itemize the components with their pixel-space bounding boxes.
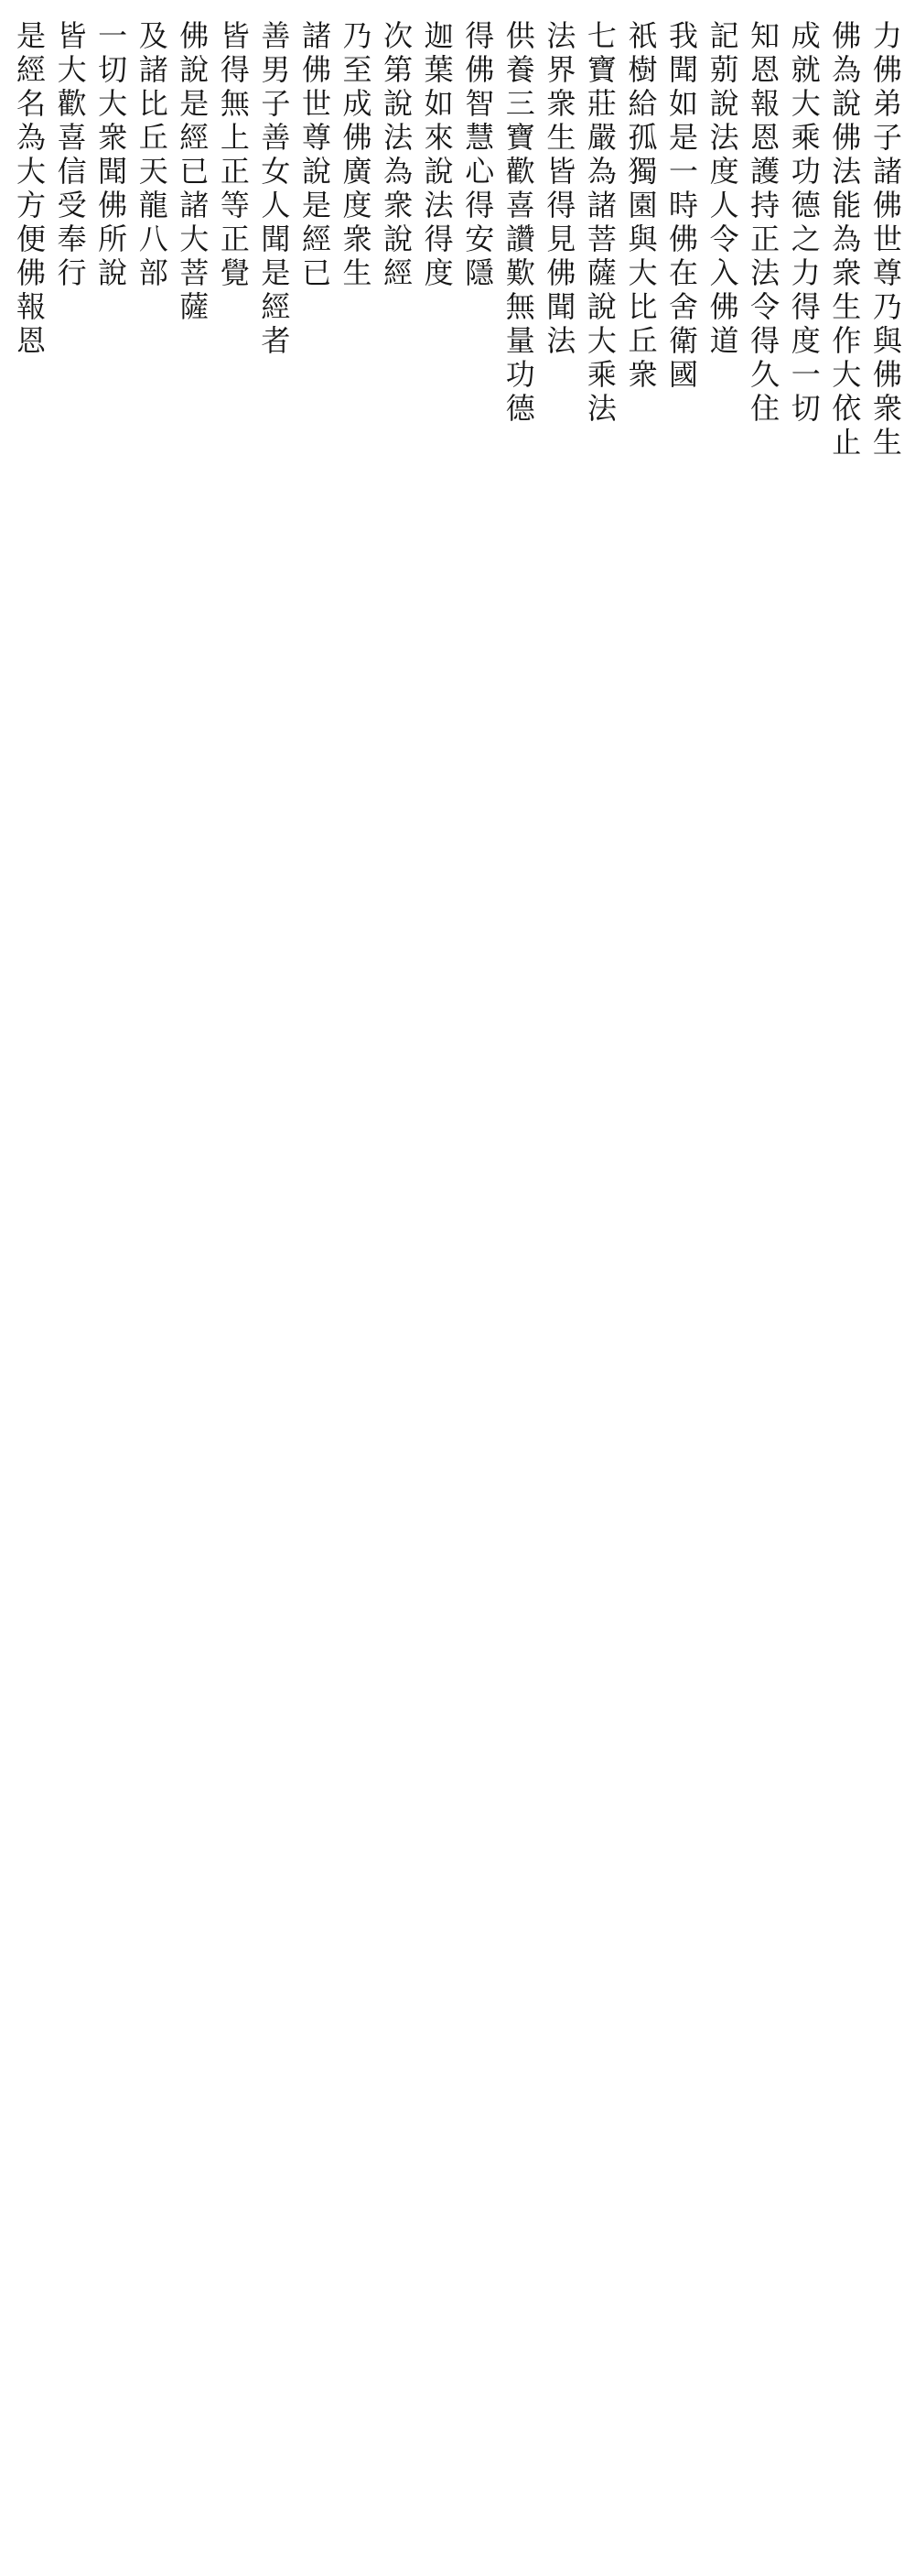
text-column: 善男子善女人聞是經者 [256,20,292,359]
text-column: 成就大乘功德之力得度一切 [786,20,822,427]
text-column: 供養三寶歡喜讚歎無量功德 [501,20,536,427]
text-column: 一切大衆聞佛所說 [93,20,129,291]
text-column: 是經名為大方便佛報恩 [12,20,47,359]
text-column: 法界衆生皆得見佛聞法 [542,20,577,359]
text-column: 七寶莊嚴為諸菩薩說大乘法 [582,20,618,427]
text-column: 得佛智慧心得安隱 [460,20,496,291]
text-column: 我聞如是一時佛在舍衛國 [664,20,699,393]
text-column: 佛為說佛法能為衆生作大依止 [827,20,863,460]
text-column: 力佛弟子諸佛世尊乃與佛衆生 [867,20,903,460]
text-column: 及諸比丘天龍八部 [134,20,169,291]
text-column: 次第說法為衆說經 [379,20,414,291]
text-column: 佛說是經已諸大菩薩 [175,20,210,325]
text-column: 祇樹給孤獨園與大比丘衆 [623,20,659,393]
text-columns [9,20,906,2565]
text-column: 記莂說法度人令入佛道 [705,20,740,359]
text-column: 皆得無上正等正覺 [215,20,251,291]
text-column: 諸佛世尊說是經已 [296,20,332,291]
text-column: 迦葉如來說法得度 [419,20,455,291]
text-column: 皆大歡喜信受奉行 [52,20,88,291]
text-column: 乃至成佛廣度衆生 [338,20,373,291]
text-column: 知恩報恩護持正法令得久住 [746,20,781,427]
